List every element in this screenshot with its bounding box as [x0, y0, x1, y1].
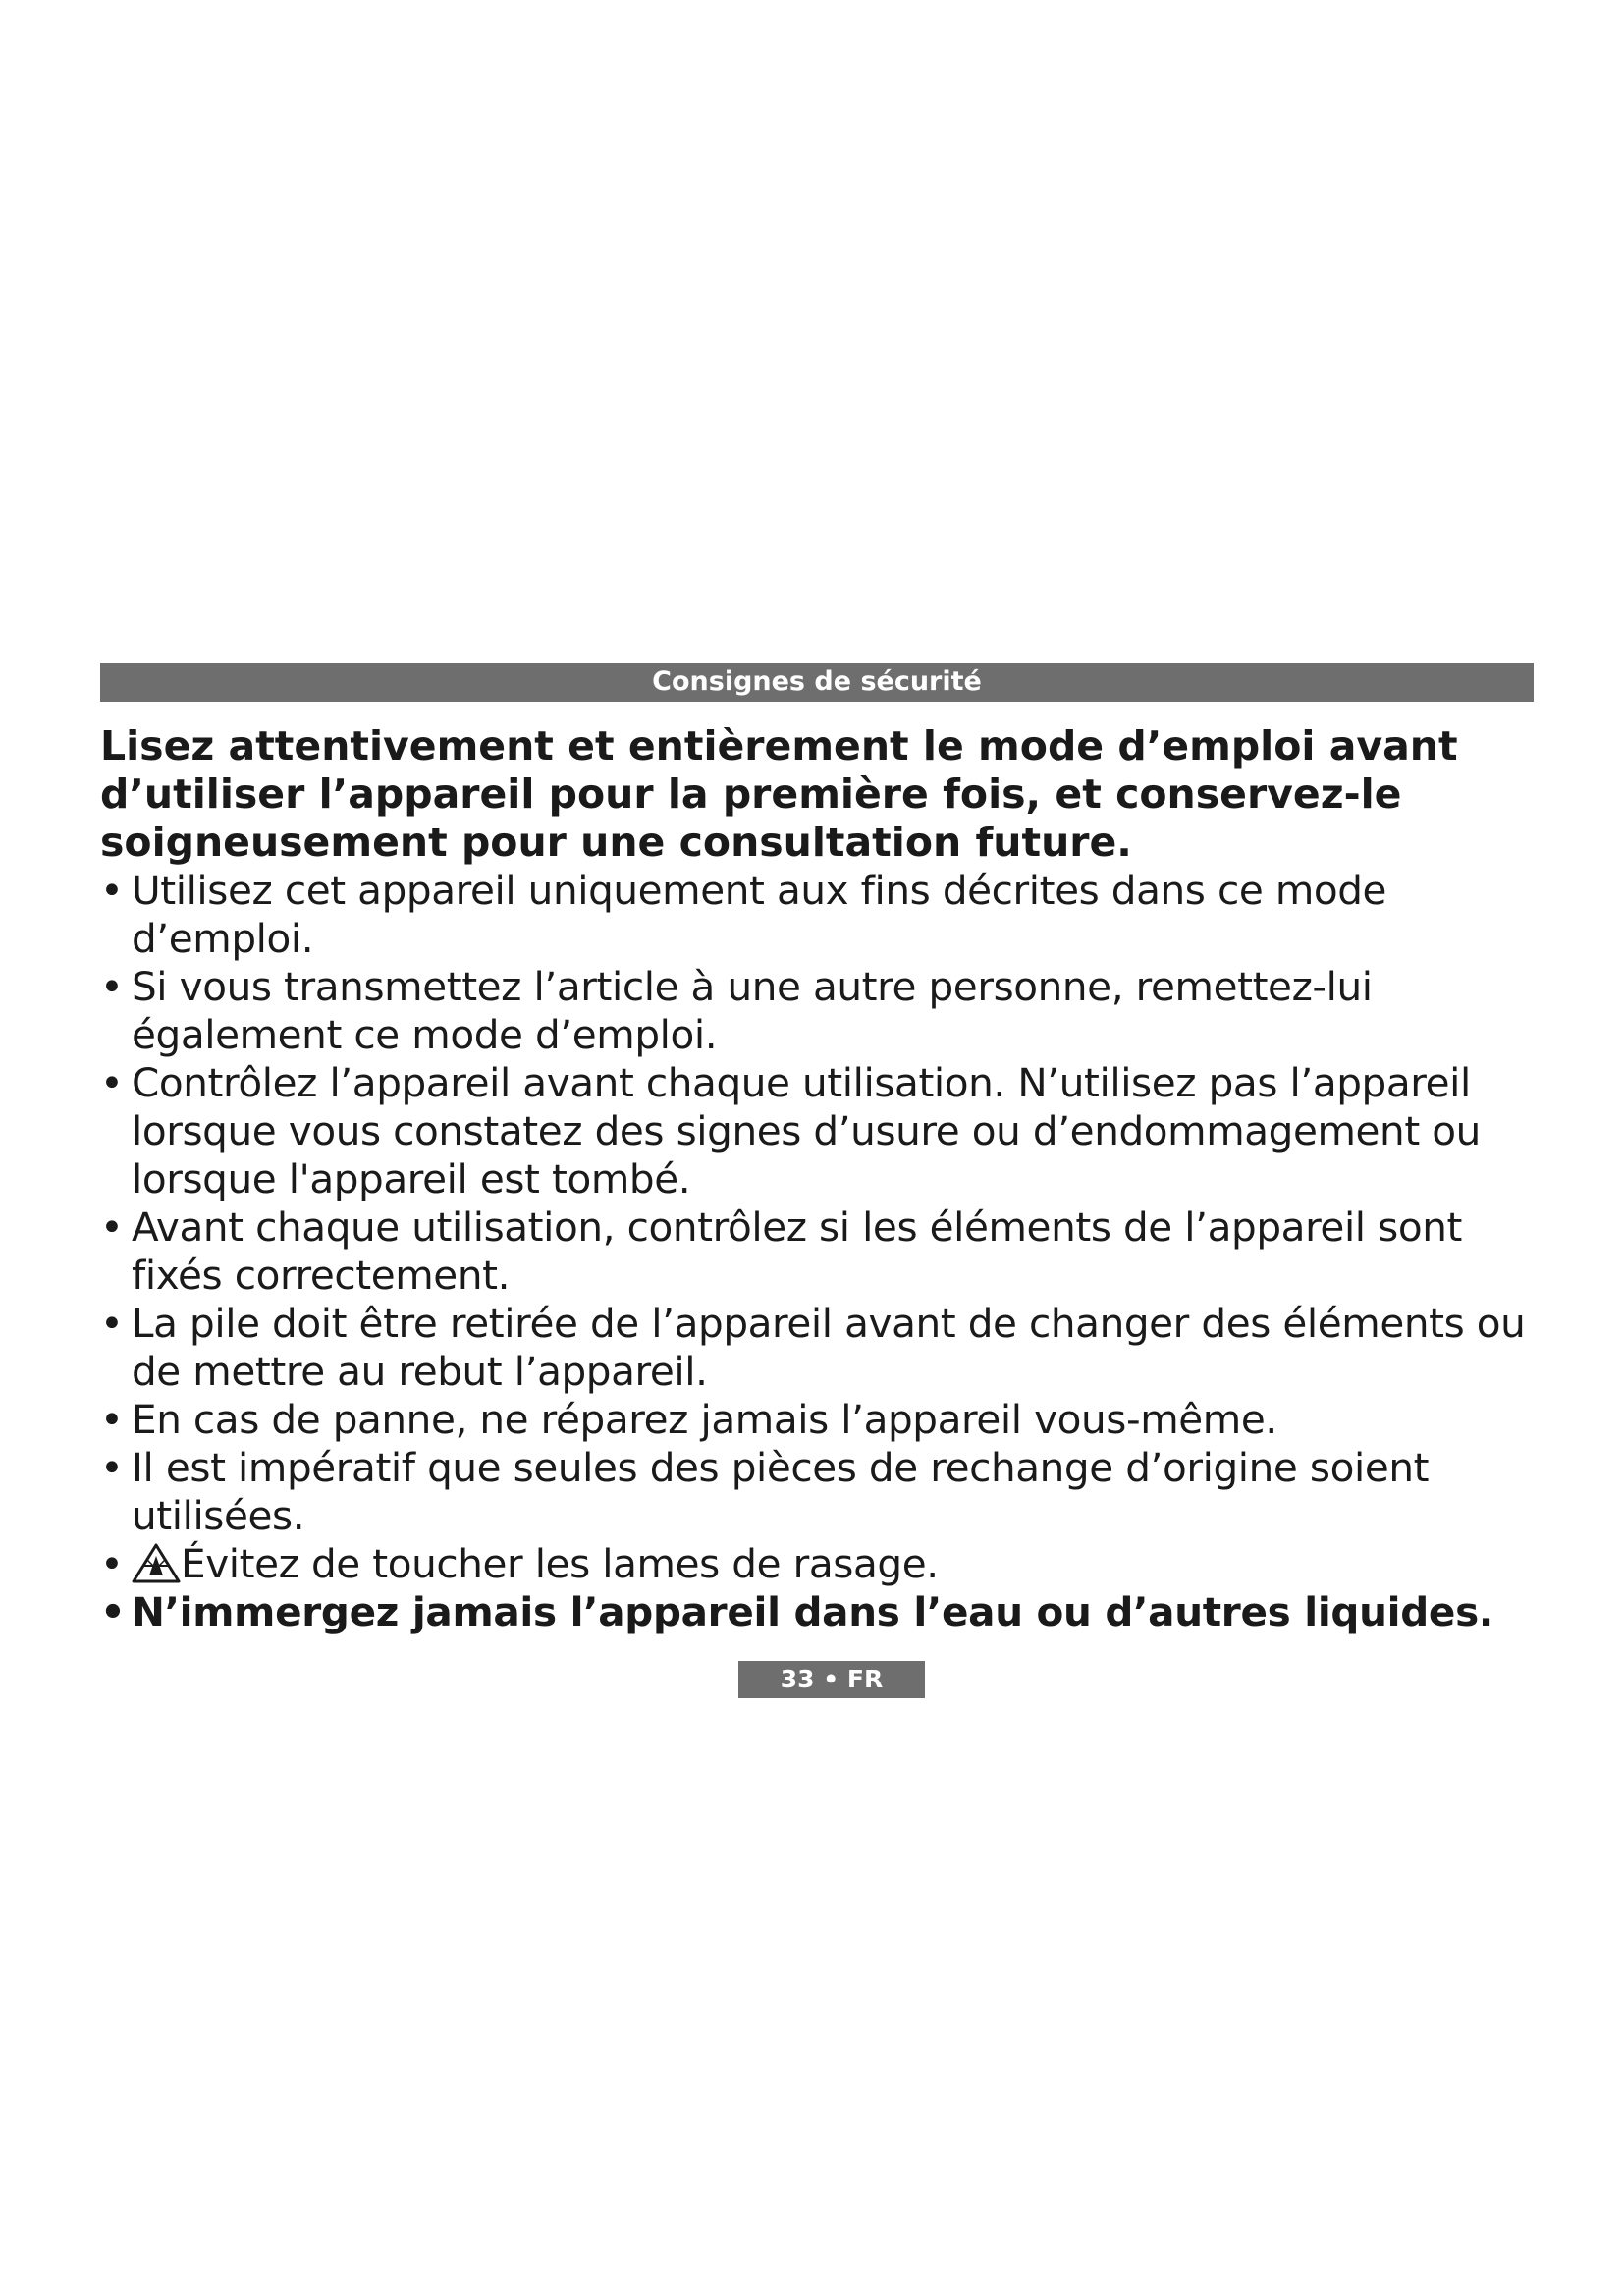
bullet: • [100, 1059, 124, 1106]
sharp-blade-warning-icon [132, 1542, 181, 1583]
list-item [100, 1444, 1543, 1540]
intro-paragraph: Lisez attentivement et entièrement le mode d’emploi avant d’utiliser l’appareil pour la première fois, et conservez-le soigneusement pour une consultation future. [100, 722, 1458, 866]
list-item-text: La pile doit être retirée de l’appareil avant de changer des éléments ou de mettre au rebut l’appareil. [132, 1300, 1526, 1395]
page-number: 33 • FR [780, 1665, 884, 1693]
bullet: • [100, 1396, 124, 1443]
list-item [100, 1588, 1543, 1636]
page-number-badge [738, 1661, 925, 1698]
list-item-text: Avant chaque utilisation, contrôlez si les éléments de l’appareil sont fixés correctement. [132, 1203, 1462, 1299]
bullet: • [100, 1203, 124, 1251]
list-item [100, 1396, 1543, 1444]
list-item [100, 1300, 1543, 1396]
list-item-text: Contrôlez l’appareil avant chaque utilisation. N’utilisez pas l’appareil lorsque vous constatez des signes d’usure ou d’endommagement ou lorsque l'appareil est tombé. [132, 1059, 1481, 1202]
bullet: • [100, 1588, 126, 1635]
safety-rule-list [100, 867, 1543, 1636]
bullet: • [100, 1444, 124, 1491]
list-item-text: Utilisez cet appareil uniquement aux fins décrites dans ce mode d’emploi. [132, 867, 1387, 962]
bullet: • [100, 867, 124, 914]
list-item-text: En cas de panne, ne réparez jamais l’appareil vous-même. [132, 1396, 1277, 1443]
safety-instructions [100, 722, 1543, 1636]
list-item-text: Évitez de toucher les lames de rasage. [181, 1540, 939, 1587]
section-title-bar [100, 663, 1534, 702]
list-item-text: N’immergez jamais l’appareil dans l’eau ou d’autres liquides. [132, 1588, 1493, 1635]
list-item [100, 867, 1543, 963]
bullet: • [100, 1540, 124, 1587]
list-item [100, 1059, 1543, 1203]
bullet: • [100, 1300, 124, 1347]
list-item [100, 1203, 1543, 1300]
list-item-text: Il est impératif que seules des pièces de rechange d’origine soient utilisées. [132, 1444, 1430, 1539]
list-item [100, 1540, 1543, 1588]
bullet: • [100, 963, 124, 1010]
section-title: Consignes de sécurité [652, 667, 982, 697]
list-item-text: Si vous transmettez l’article à une autre personne, remettez-lui également ce mode d’emploi. [132, 963, 1373, 1058]
list-item [100, 963, 1543, 1059]
